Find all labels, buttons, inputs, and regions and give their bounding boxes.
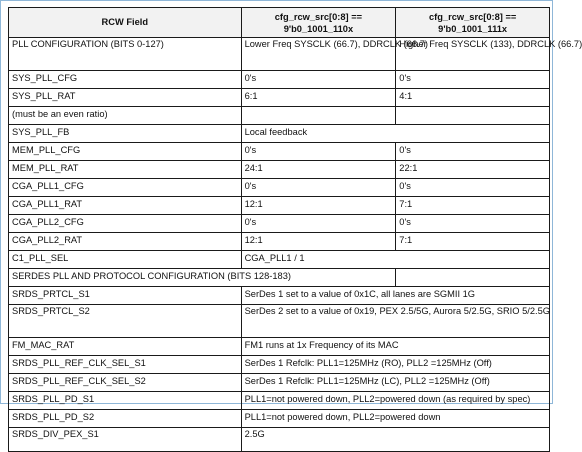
- table-row: [9, 233, 550, 251]
- value-111x-cell: 22:1: [396, 161, 550, 179]
- value-110x-cell: 0's: [241, 143, 396, 161]
- header-col-111x-line1: cfg_rcw_src[0:8] ==: [428, 11, 517, 22]
- value-111x-cell: 0's: [396, 179, 550, 197]
- value-111x-cell: Higher Freq SYSCLK (133), DDRCLK (66.7): [396, 38, 550, 71]
- table-row: [9, 287, 550, 305]
- field-cell: MEM_PLL_CFG: [9, 143, 242, 161]
- table-row: [9, 143, 550, 161]
- field-cell: PLL CONFIGURATION (BITS 0-127): [9, 38, 242, 71]
- field-cell: CGA_PLL2_RAT: [9, 233, 242, 251]
- header-col-111x-line2: 9'b0_1001_111x: [438, 23, 508, 34]
- table-row: [9, 215, 550, 233]
- field-cell: SRDS_PRTCL_S1: [9, 287, 242, 305]
- table-row: [9, 428, 550, 452]
- table-row: [9, 38, 550, 71]
- table-row: [9, 338, 550, 356]
- table-row: [9, 305, 550, 338]
- value-110x-cell: 24:1: [241, 161, 396, 179]
- field-cell: SYS_PLL_RAT: [9, 89, 242, 107]
- table-header-row: [9, 8, 550, 38]
- table-row: [9, 410, 550, 428]
- value-shared-cell: Local feedback: [241, 125, 549, 143]
- field-cell: SRDS_PLL_REF_CLK_SEL_S2: [9, 374, 242, 392]
- value-shared-cell: CGA_PLL1 / 1: [241, 251, 549, 269]
- field-cell: FM_MAC_RAT: [9, 338, 242, 356]
- field-cell: C1_PLL_SEL: [9, 251, 242, 269]
- section-header-cell: SERDES PLL AND PROTOCOL CONFIGURATION (BITS 128-183): [9, 269, 396, 287]
- header-rcw-field: RCW Field: [9, 8, 242, 38]
- header-col-110x-line1: cfg_rcw_src[0:8] ==: [274, 11, 363, 22]
- field-cell: SYS_PLL_FB: [9, 125, 242, 143]
- value-111x-cell: 0's: [396, 143, 550, 161]
- table-row: [9, 197, 550, 215]
- value-111x-cell: 7:1: [396, 233, 550, 251]
- field-cell: SRDS_DIV_PEX_S1: [9, 428, 242, 452]
- value-shared-cell: SerDes 1 Refclk: PLL1=125MHz (LC), PLL2 =125MHz (Off): [241, 374, 549, 392]
- table-row: [9, 107, 550, 125]
- field-cell: SRDS_PLL_REF_CLK_SEL_S1: [9, 356, 242, 374]
- table-row: [9, 251, 550, 269]
- value-shared-cell: 2.5G: [241, 428, 549, 452]
- header-col-110x: [241, 8, 396, 38]
- header-col-110x-line2: 9'b0_1001_110x: [283, 23, 354, 34]
- value-110x-cell: 0's: [241, 215, 396, 233]
- section-header-row: [9, 269, 550, 287]
- field-cell: SRDS_PLL_PD_S1: [9, 392, 242, 410]
- header-col-111x: [396, 8, 550, 38]
- field-cell: CGA_PLL1_CFG: [9, 179, 242, 197]
- value-shared-cell: FM1 runs at 1x Frequency of its MAC: [241, 338, 549, 356]
- table-row: [9, 89, 550, 107]
- field-cell: SRDS_PLL_PD_S2: [9, 410, 242, 428]
- value-111x-cell: 4:1: [396, 89, 550, 107]
- value-shared-cell: PLL1=not powered down, PLL2=powered down: [241, 410, 549, 428]
- field-note-cell: (must be an even ratio): [9, 107, 242, 125]
- field-cell: SRDS_PRTCL_S2: [9, 305, 242, 338]
- value-111x-cell: [396, 107, 550, 125]
- table-row: [9, 356, 550, 374]
- value-110x-cell: 0's: [241, 179, 396, 197]
- table-row: [9, 374, 550, 392]
- value-shared-cell: SerDes 1 Refclk: PLL1=125MHz (RO), PLL2 =125MHz (Off): [241, 356, 549, 374]
- value-shared-cell: PLL1=not powered down, PLL2=powered down (as required by spec): [241, 392, 549, 410]
- table-row: [9, 392, 550, 410]
- value-shared-cell: SerDes 1 set to a value of 0x1C, all lanes are SGMII 1G: [241, 287, 549, 305]
- value-111x-cell: [396, 269, 550, 287]
- table-row: [9, 161, 550, 179]
- table-row: [9, 71, 550, 89]
- value-110x-cell: [241, 107, 396, 125]
- table-row: [9, 125, 550, 143]
- value-110x-cell: 12:1: [241, 197, 396, 215]
- value-110x-cell: 12:1: [241, 233, 396, 251]
- value-shared-cell: SerDes 2 set to a value of 0x19, PEX 2.5/5G, Aurora 5/2.5G, SRIO 5/2.5G: [241, 305, 549, 338]
- value-111x-cell: 0's: [396, 71, 550, 89]
- rcw-config-table: [8, 7, 582, 452]
- field-cell: MEM_PLL_RAT: [9, 161, 242, 179]
- value-111x-cell: 7:1: [396, 197, 550, 215]
- field-cell: SYS_PLL_CFG: [9, 71, 242, 89]
- value-110x-cell: Lower Freq SYSCLK (66.7), DDRCLK (66.7): [241, 38, 396, 71]
- field-cell: CGA_PLL2_CFG: [9, 215, 242, 233]
- value-111x-cell: 0's: [396, 215, 550, 233]
- table-row: [9, 179, 550, 197]
- value-110x-cell: 0's: [241, 71, 396, 89]
- field-cell: CGA_PLL1_RAT: [9, 197, 242, 215]
- value-110x-cell: 6:1: [241, 89, 396, 107]
